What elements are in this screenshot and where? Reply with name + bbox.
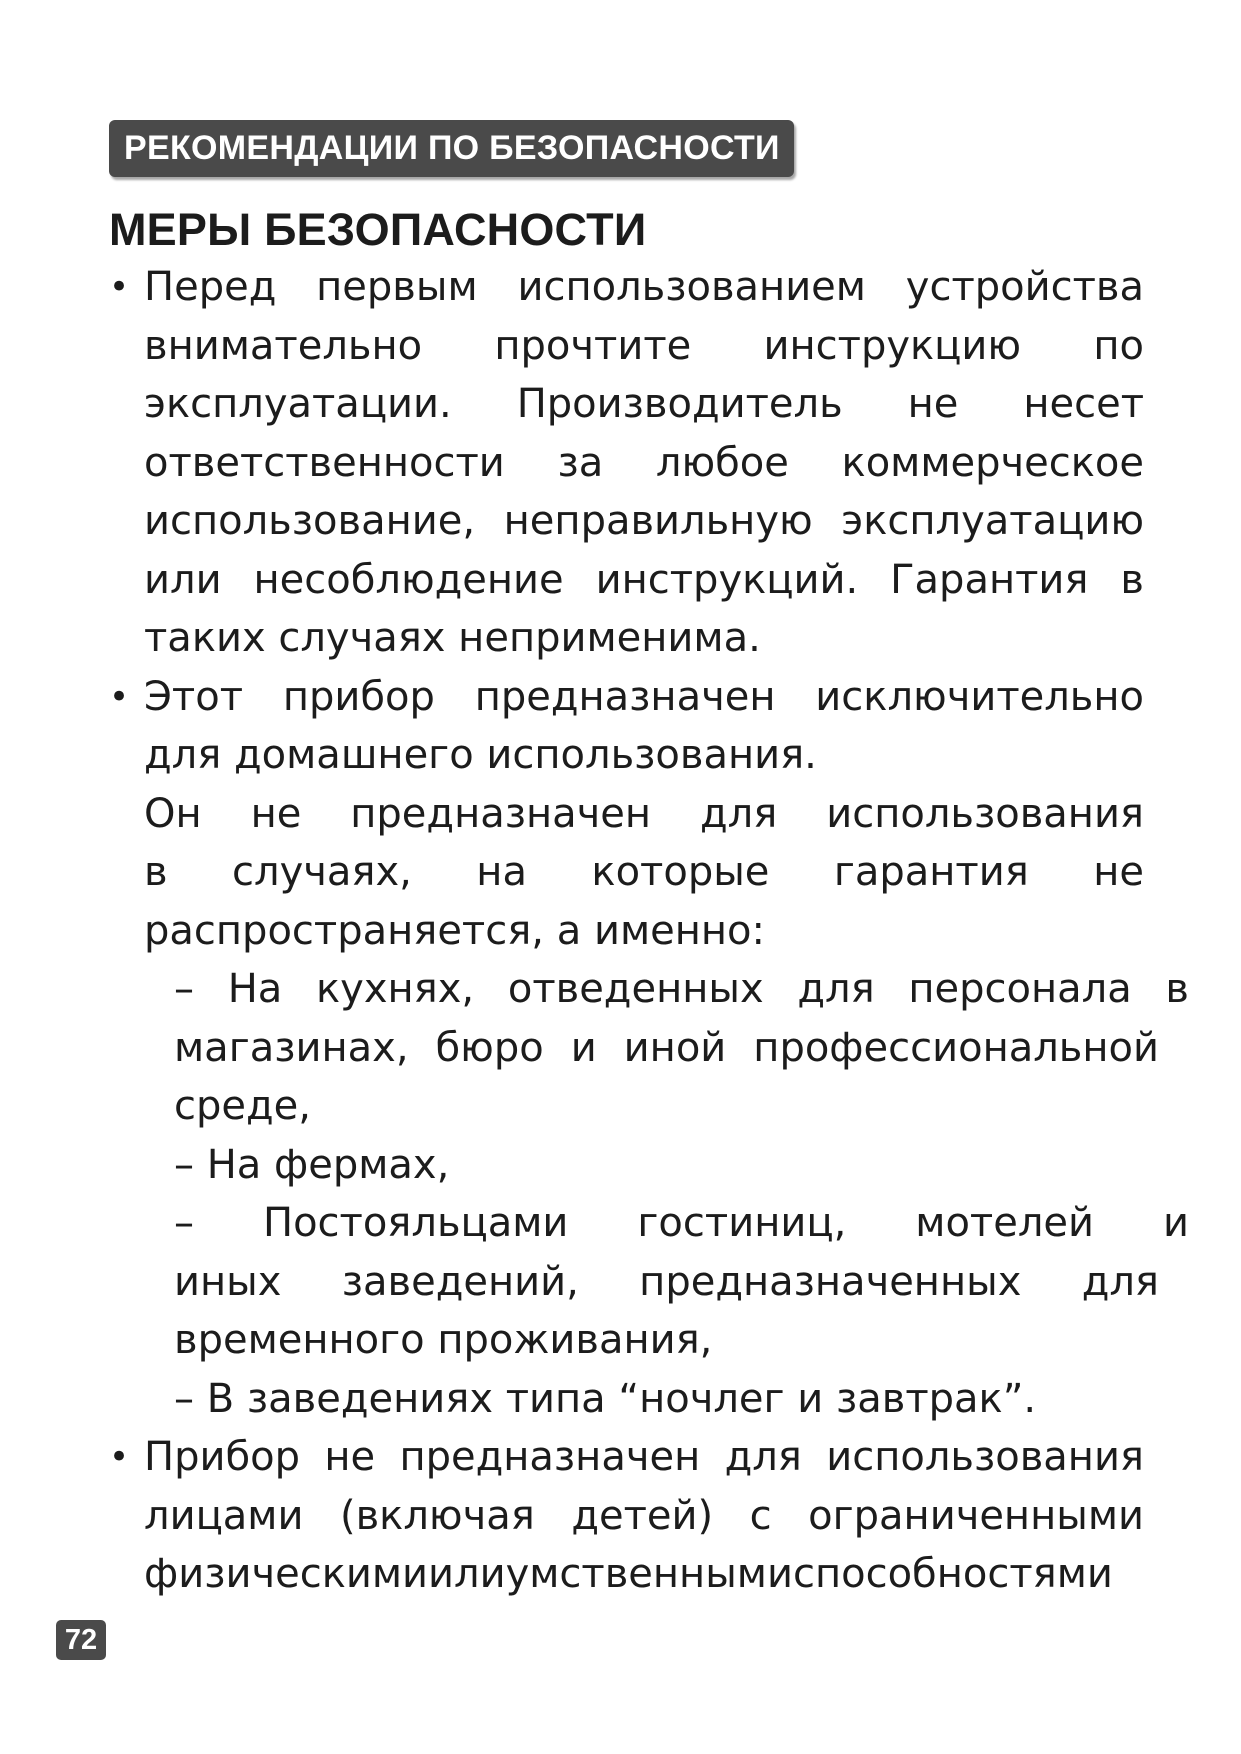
text-line: ответственности за любое коммерческое bbox=[144, 439, 1144, 486]
text-line: – На кухнях, отведенных для персонала в bbox=[174, 966, 1189, 1012]
text-line: – Постояльцами гостиниц, мотелей и bbox=[174, 1200, 1189, 1246]
safety-content bbox=[109, 258, 1189, 1604]
text-line: таких случаях неприменима. bbox=[144, 615, 761, 661]
text-line: Он не предназначен для использования bbox=[144, 790, 1144, 837]
section-badge: РЕКОМЕНДАЦИИ ПО БЕЗОПАСНОСТИ bbox=[109, 120, 794, 177]
text-line: внимательно прочтите инструкцию по bbox=[144, 322, 1144, 369]
text-line: использование, неправильную эксплуатацию bbox=[144, 498, 1144, 544]
text-line: временного проживания, bbox=[174, 1317, 713, 1363]
text-line: магазинах, бюро и иной профессиональной bbox=[174, 1024, 1159, 1071]
bullet-text bbox=[144, 668, 1189, 1429]
bullet-item bbox=[109, 258, 1144, 668]
text-line: – В заведениях типа “ночлег и завтрак”. bbox=[174, 1375, 1037, 1422]
text-line: для домашнего использования. bbox=[144, 732, 817, 778]
sub-list-item bbox=[144, 1370, 1144, 1429]
text-line: Перед первым использованием устройства bbox=[144, 264, 1144, 310]
bullet-text bbox=[144, 258, 1144, 668]
page-number: 72 bbox=[56, 1620, 106, 1660]
sub-list-item bbox=[144, 1136, 1144, 1195]
text-line: физическимиилиумственнымиспособностями bbox=[144, 1551, 1113, 1597]
text-line: эксплуатации. Производитель не несет bbox=[144, 381, 1144, 427]
bullet-text bbox=[144, 1428, 1144, 1604]
bullet-dot-icon: • bbox=[109, 676, 130, 717]
bullet-item bbox=[109, 668, 1189, 1429]
bullet-item bbox=[109, 1428, 1144, 1604]
text-line: иных заведений, предназначенных для bbox=[174, 1258, 1159, 1305]
text-line: Прибор не предназначен для использования bbox=[144, 1434, 1144, 1480]
text-line: или несоблюдение инструкций. Гарантия в bbox=[144, 556, 1144, 603]
text-line: в случаях, на которые гарантия не bbox=[144, 849, 1144, 895]
text-line: Этот прибор предназначен исключительно bbox=[144, 673, 1144, 720]
text-line: распространяется, а именно: bbox=[144, 907, 765, 954]
text-line: среде, bbox=[174, 1083, 311, 1129]
text-line: лицами (включая детей) с ограниченными bbox=[144, 1492, 1144, 1539]
bullet-dot-icon: • bbox=[109, 1437, 130, 1477]
text-line: – На фермах, bbox=[174, 1141, 450, 1188]
sub-list-item bbox=[144, 960, 1189, 1136]
sub-list-item bbox=[144, 1194, 1189, 1370]
bullet-dot-icon: • bbox=[109, 267, 130, 307]
page-heading: МЕРЫ БЕЗОПАСНОСТИ bbox=[109, 204, 647, 255]
